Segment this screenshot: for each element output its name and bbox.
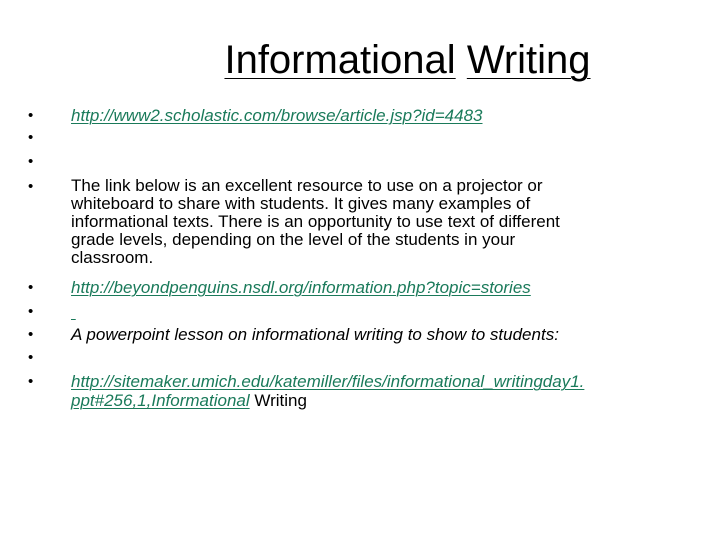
title-word-writing: Writing <box>466 38 591 82</box>
bullet-dot: • <box>28 129 34 146</box>
title-word-informational: Informational <box>224 38 456 82</box>
scholastic-link[interactable]: http://www2.scholastic.com/browse/article.jsp?id=4483 <box>71 106 483 125</box>
bullet-dot: • <box>28 373 34 390</box>
description-line: classroom. <box>71 248 154 267</box>
empty-link[interactable] <box>71 302 76 321</box>
sitemaker-link-trailing-text: Writing <box>249 391 307 410</box>
description-line: The link below is an excellent resource to use on a projector or <box>71 176 543 195</box>
slide-title <box>0 36 720 84</box>
sitemaker-link-continued[interactable]: ppt#256,1,Informational <box>71 391 250 410</box>
bullet-dot: • <box>28 178 34 195</box>
bullet-dot: • <box>28 279 34 296</box>
bullet-dot: • <box>28 303 34 320</box>
description-line: whiteboard to share with students. It gives many examples of <box>71 194 531 213</box>
bullet-dot: • <box>28 107 34 124</box>
bullet-dot: • <box>28 153 34 170</box>
sitemaker-link[interactable]: http://sitemaker.umich.edu/katemiller/files/informational_writingday1. <box>71 372 585 391</box>
description-line: grade levels, depending on the level of the students in your <box>71 230 516 249</box>
description-line: informational texts. There is an opportunity to use text of different <box>71 212 560 231</box>
bullet-dot: • <box>28 349 34 366</box>
bullet-dot: • <box>28 326 34 343</box>
powerpoint-lesson-text: A powerpoint lesson on informational writing to show to students: <box>71 325 559 344</box>
beyondpenguins-link[interactable]: http://beyondpenguins.nsdl.org/information.php?topic=stories <box>71 278 531 297</box>
